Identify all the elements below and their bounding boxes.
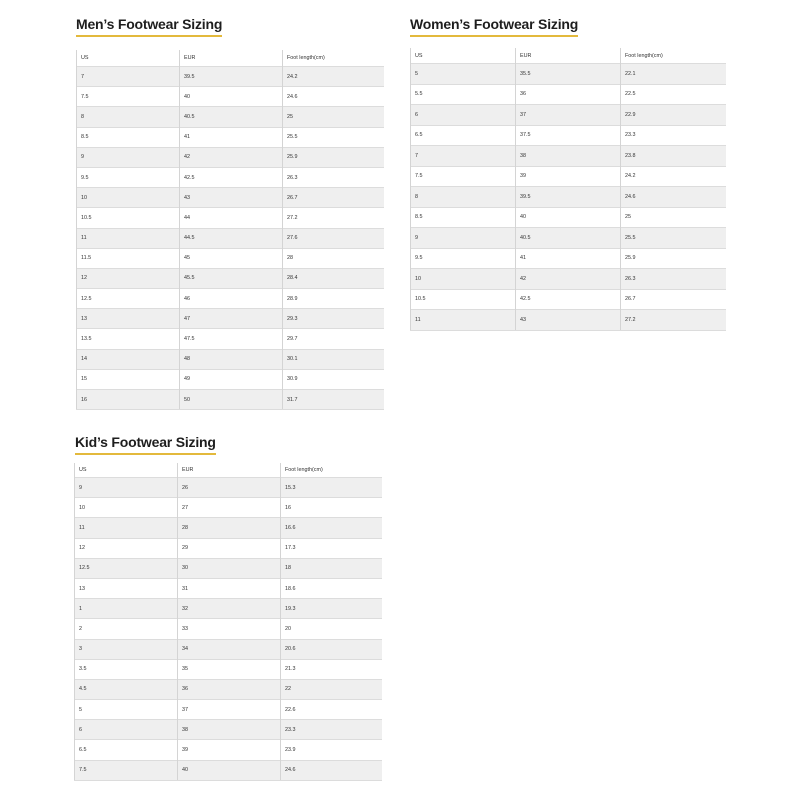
eur-size-cell: 40.5 — [516, 228, 621, 249]
foot-length-cell: 27.2 — [621, 310, 727, 331]
eur-size-cell: 44 — [180, 208, 283, 228]
us-size-cell: 2 — [75, 619, 178, 639]
foot-length-cell: 24.6 — [621, 187, 727, 208]
foot-length-cell: 25 — [283, 107, 385, 127]
eur-size-cell: 45.5 — [180, 268, 283, 288]
foot-length-cell: 24.6 — [283, 87, 385, 107]
table-row — [75, 700, 383, 720]
us-size-cell: 4.5 — [75, 679, 178, 699]
table-row — [411, 248, 727, 269]
eur-size-cell: 37.5 — [516, 125, 621, 146]
eur-size-cell: 40 — [180, 87, 283, 107]
eur-size-cell: 48 — [180, 349, 283, 369]
eur-size-cell: 35 — [178, 659, 281, 679]
table-row — [77, 268, 385, 288]
eur-size-cell: 43 — [180, 188, 283, 208]
table-row — [411, 289, 727, 310]
us-size-cell: 8 — [411, 187, 516, 208]
us-size-cell: 5 — [75, 700, 178, 720]
kids-sizing-title: Kid’s Footwear Sizing — [75, 434, 216, 455]
foot-length-cell: 28.9 — [283, 289, 385, 309]
us-size-cell: 8.5 — [77, 127, 180, 147]
foot-length-cell: 16.6 — [281, 518, 383, 538]
womens-sizing-title: Women’s Footwear Sizing — [410, 16, 578, 37]
table-row — [411, 105, 727, 126]
foot-length-cell: 27.6 — [283, 228, 385, 248]
foot-length-cell: 25.9 — [283, 147, 385, 167]
us-size-cell: 8 — [77, 107, 180, 127]
us-size-cell: 11 — [77, 228, 180, 248]
eur-size-cell: 33 — [178, 619, 281, 639]
table-row — [77, 127, 385, 147]
eur-size-cell: 36 — [516, 84, 621, 105]
table-row — [411, 187, 727, 208]
eur-size-cell: 45 — [180, 248, 283, 268]
us-size-cell: 6 — [75, 720, 178, 740]
us-size-cell: 12 — [77, 268, 180, 288]
table-row — [77, 369, 385, 389]
eur-size-cell: 42 — [516, 269, 621, 290]
foot-length-cell: 16 — [281, 498, 383, 518]
us-size-cell: 12.5 — [77, 289, 180, 309]
foot-length-cell: 27.2 — [283, 208, 385, 228]
foot-length-cell: 21.3 — [281, 659, 383, 679]
us-size-cell: 9 — [411, 228, 516, 249]
table-row — [75, 659, 383, 679]
table-row — [77, 167, 385, 187]
eur-size-cell: 46 — [180, 289, 283, 309]
us-size-cell: 6.5 — [75, 740, 178, 760]
foot-length-cell: 19.3 — [281, 599, 383, 619]
table-row — [411, 166, 727, 187]
column-header-us: US — [75, 463, 178, 478]
eur-size-cell: 29 — [178, 538, 281, 558]
us-size-cell: 11.5 — [77, 248, 180, 268]
eur-size-cell: 44.5 — [180, 228, 283, 248]
foot-length-cell: 23.8 — [621, 146, 727, 167]
column-header-foot-length: Foot length(cm) — [285, 467, 323, 473]
eur-size-cell: 40.5 — [180, 107, 283, 127]
foot-length-cell: 18 — [281, 558, 383, 578]
foot-length-cell: 20.6 — [281, 639, 383, 659]
eur-size-cell: 39 — [516, 166, 621, 187]
foot-length-cell: 23.3 — [621, 125, 727, 146]
foot-length-cell: 22 — [281, 679, 383, 699]
table-row — [75, 498, 383, 518]
eur-size-cell: 47.5 — [180, 329, 283, 349]
foot-length-cell: 23.3 — [281, 720, 383, 740]
table-row — [77, 309, 385, 329]
table-row — [75, 619, 383, 639]
table-row — [77, 188, 385, 208]
us-size-cell: 10.5 — [411, 289, 516, 310]
us-size-cell: 7.5 — [411, 166, 516, 187]
column-header-us: US — [411, 48, 516, 64]
column-header-eur: EUR — [178, 463, 281, 478]
eur-size-cell: 34 — [178, 639, 281, 659]
table-row — [411, 269, 727, 290]
foot-length-cell: 28 — [283, 248, 385, 268]
foot-length-cell: 22.9 — [621, 105, 727, 126]
mens-size-table — [76, 50, 384, 410]
us-size-cell: 13 — [75, 578, 178, 598]
foot-length-cell: 22.5 — [621, 84, 727, 105]
eur-size-cell: 39.5 — [516, 187, 621, 208]
foot-length-cell: 26.3 — [621, 269, 727, 290]
kids-size-table — [74, 463, 382, 781]
eur-size-cell: 49 — [180, 369, 283, 389]
us-size-cell: 9 — [77, 147, 180, 167]
column-header-foot-length: Foot length(cm) — [625, 52, 663, 59]
table-row — [77, 87, 385, 107]
us-size-cell: 10 — [411, 269, 516, 290]
table-row — [77, 349, 385, 369]
us-size-cell: 15 — [77, 369, 180, 389]
table-row — [77, 67, 385, 87]
us-size-cell: 14 — [77, 349, 180, 369]
table-row — [75, 740, 383, 760]
column-header-foot-length: Foot length(cm) — [287, 55, 325, 61]
us-size-cell: 10 — [75, 498, 178, 518]
foot-length-cell: 31.7 — [283, 390, 385, 410]
us-size-cell: 3 — [75, 639, 178, 659]
eur-size-cell: 32 — [178, 599, 281, 619]
foot-length-cell: 25 — [621, 207, 727, 228]
us-size-cell: 6 — [411, 105, 516, 126]
eur-size-cell: 39.5 — [180, 67, 283, 87]
us-size-cell: 12.5 — [75, 558, 178, 578]
table-header-row — [77, 50, 385, 67]
foot-length-cell: 30.1 — [283, 349, 385, 369]
foot-length-cell: 22.6 — [281, 700, 383, 720]
us-size-cell: 5 — [411, 64, 516, 85]
table-row — [75, 538, 383, 558]
table-header-row — [411, 48, 727, 64]
foot-length-cell: 24.2 — [621, 166, 727, 187]
foot-length-cell: 26.7 — [621, 289, 727, 310]
table-row — [75, 578, 383, 598]
foot-length-cell: 28.4 — [283, 268, 385, 288]
foot-length-cell: 29.3 — [283, 309, 385, 329]
table-row — [77, 289, 385, 309]
table-row — [75, 679, 383, 699]
foot-length-cell: 15.3 — [281, 478, 383, 498]
eur-size-cell: 26 — [178, 478, 281, 498]
table-row — [77, 390, 385, 410]
us-size-cell: 8.5 — [411, 207, 516, 228]
table-row — [75, 720, 383, 740]
us-size-cell: 9 — [75, 478, 178, 498]
table-row — [77, 107, 385, 127]
eur-size-cell: 50 — [180, 390, 283, 410]
foot-length-cell: 30.9 — [283, 369, 385, 389]
us-size-cell: 5.5 — [411, 84, 516, 105]
foot-length-cell: 17.3 — [281, 538, 383, 558]
foot-length-cell: 29.7 — [283, 329, 385, 349]
us-size-cell: 7 — [411, 146, 516, 167]
foot-length-cell: 24.6 — [281, 760, 383, 780]
table-row — [75, 518, 383, 538]
foot-length-cell: 25.5 — [283, 127, 385, 147]
us-size-cell: 3.5 — [75, 659, 178, 679]
us-size-cell: 7.5 — [77, 87, 180, 107]
eur-size-cell: 37 — [516, 105, 621, 126]
eur-size-cell: 36 — [178, 679, 281, 699]
eur-size-cell: 35.5 — [516, 64, 621, 85]
foot-length-cell: 25.5 — [621, 228, 727, 249]
us-size-cell: 11 — [411, 310, 516, 331]
eur-size-cell: 38 — [178, 720, 281, 740]
eur-size-cell: 42.5 — [180, 167, 283, 187]
foot-length-cell: 26.3 — [283, 167, 385, 187]
us-size-cell: 10.5 — [77, 208, 180, 228]
table-row — [411, 64, 727, 85]
us-size-cell: 10 — [77, 188, 180, 208]
us-size-cell: 16 — [77, 390, 180, 410]
us-size-cell: 1 — [75, 599, 178, 619]
us-size-cell: 13 — [77, 309, 180, 329]
table-row — [411, 84, 727, 105]
table-row — [75, 760, 383, 780]
us-size-cell: 9.5 — [411, 248, 516, 269]
womens-size-table — [410, 48, 726, 331]
table-row — [411, 310, 727, 331]
column-header-eur: EUR — [180, 50, 283, 67]
eur-size-cell: 43 — [516, 310, 621, 331]
foot-length-cell: 24.2 — [283, 67, 385, 87]
eur-size-cell: 28 — [178, 518, 281, 538]
us-size-cell: 9.5 — [77, 167, 180, 187]
table-row — [75, 639, 383, 659]
foot-length-cell: 22.1 — [621, 64, 727, 85]
us-size-cell: 13.5 — [77, 329, 180, 349]
eur-size-cell: 39 — [178, 740, 281, 760]
eur-size-cell: 30 — [178, 558, 281, 578]
eur-size-cell: 38 — [516, 146, 621, 167]
table-row — [77, 228, 385, 248]
column-header-eur: EUR — [516, 48, 621, 64]
us-size-cell: 7 — [77, 67, 180, 87]
mens-sizing-title: Men’s Footwear Sizing — [76, 16, 222, 37]
table-row — [77, 248, 385, 268]
us-size-cell: 6.5 — [411, 125, 516, 146]
table-row — [411, 228, 727, 249]
table-row — [411, 207, 727, 228]
eur-size-cell: 42.5 — [516, 289, 621, 310]
eur-size-cell: 27 — [178, 498, 281, 518]
table-header-row — [75, 463, 383, 478]
womens-sizing-section — [410, 16, 663, 323]
foot-length-cell: 23.9 — [281, 740, 383, 760]
eur-size-cell: 31 — [178, 578, 281, 598]
table-row — [75, 599, 383, 619]
foot-length-cell: 25.9 — [621, 248, 727, 269]
table-row — [77, 147, 385, 167]
foot-length-cell: 20 — [281, 619, 383, 639]
us-size-cell: 12 — [75, 538, 178, 558]
us-size-cell: 7.5 — [75, 760, 178, 780]
table-row — [75, 478, 383, 498]
us-size-cell: 11 — [75, 518, 178, 538]
mens-sizing-section — [76, 16, 325, 403]
eur-size-cell: 37 — [178, 700, 281, 720]
eur-size-cell: 47 — [180, 309, 283, 329]
column-header-us: US — [77, 50, 180, 67]
eur-size-cell: 41 — [180, 127, 283, 147]
eur-size-cell: 40 — [516, 207, 621, 228]
eur-size-cell: 41 — [516, 248, 621, 269]
table-row — [411, 125, 727, 146]
table-row — [75, 558, 383, 578]
table-row — [77, 329, 385, 349]
eur-size-cell: 40 — [178, 760, 281, 780]
kids-sizing-section — [75, 434, 323, 774]
table-row — [411, 146, 727, 167]
foot-length-cell: 18.6 — [281, 578, 383, 598]
table-row — [77, 208, 385, 228]
foot-length-cell: 26.7 — [283, 188, 385, 208]
eur-size-cell: 42 — [180, 147, 283, 167]
